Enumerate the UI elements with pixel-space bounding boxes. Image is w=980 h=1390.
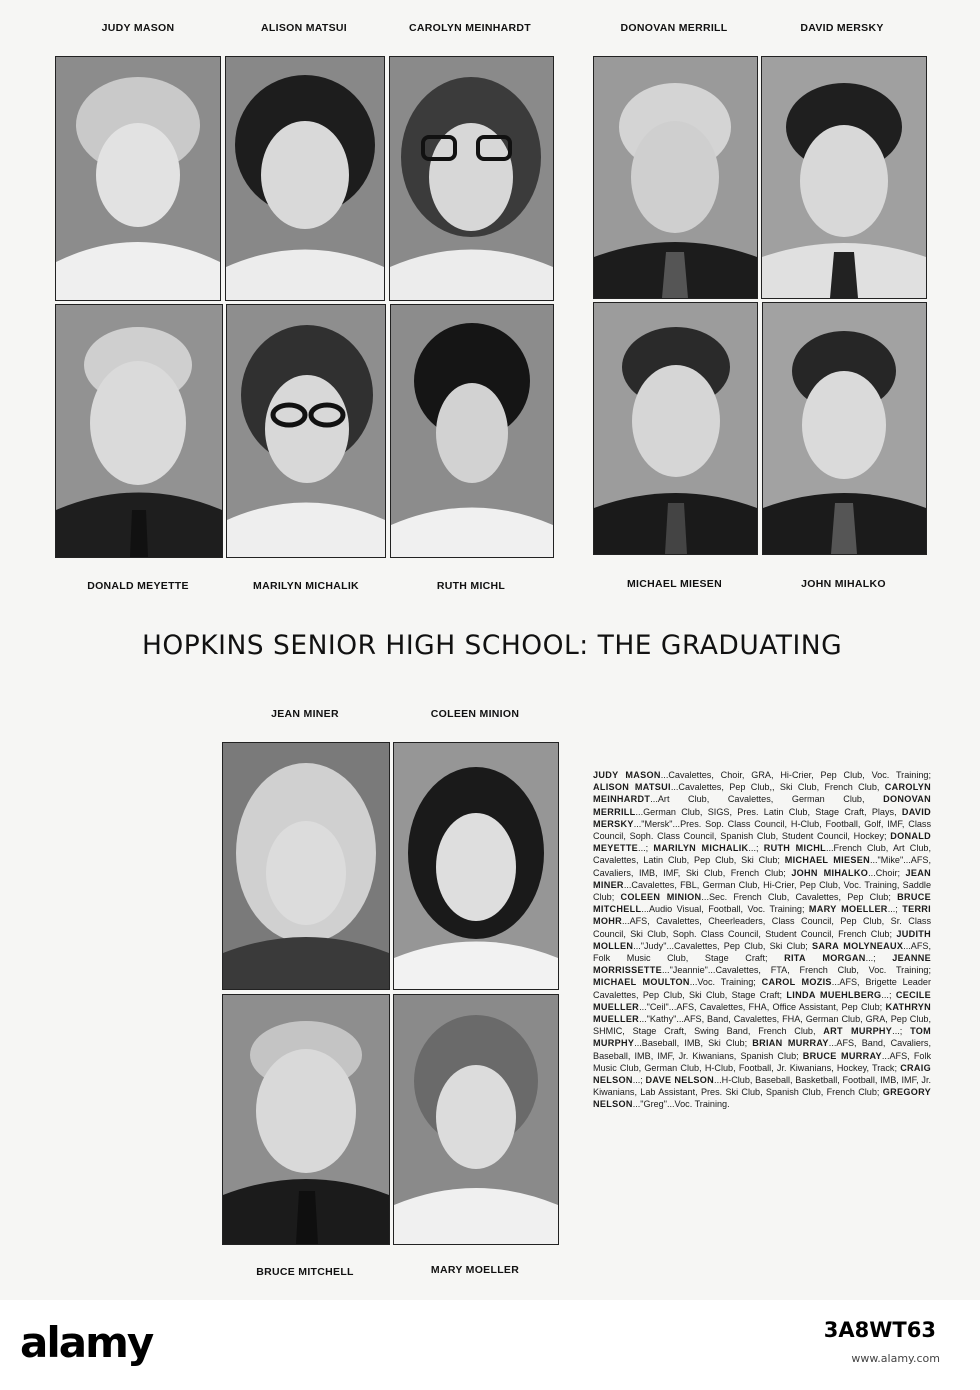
bio-name: SARA MOLYNEAUX [812, 940, 904, 951]
portrait-photo-donovan-merrill [593, 56, 758, 299]
name-label-jean-miner: JEAN MINER [271, 708, 339, 720]
portrait-photo-alison-matsui [225, 56, 385, 301]
bio-name: RITA MORGAN [784, 953, 866, 964]
bio-activities: ..."Ceil"...AFS, Cavalettes, FHA, Office Assistant, Pep Club; [639, 1001, 886, 1012]
portrait-photo-mary-moeller [393, 994, 559, 1245]
bio-activities: ...; [748, 843, 764, 854]
name-label-carolyn-meinhardt: CAROLYN MEINHARDT [409, 22, 531, 34]
bio-name: RUTH MICHL [763, 843, 826, 854]
name-label-john-mihalko: JOHN MIHALKO [801, 578, 886, 590]
bio-name: KATHRYN MUELLER [593, 1001, 931, 1025]
stock-image-id: 3A8WT63 [823, 1318, 936, 1342]
bio-name: CAROLYN MEINHARDT [593, 782, 931, 805]
portrait-photo-john-mihalko [762, 302, 927, 555]
portrait-photo-donald-meyette [55, 304, 223, 558]
name-label-judy-mason: JUDY MASON [101, 22, 175, 34]
bio-activities: ...Choir; [868, 867, 906, 878]
bio-name: JUDITH MOLLEN [593, 928, 931, 951]
bio-name: ALISON MATSUI [593, 782, 671, 793]
bio-name: COLEEN MINION [620, 892, 702, 903]
bio-activities: ...Art Club, Cavalettes, German Club, [650, 794, 884, 805]
bio-activities: ...Cavalettes, Choir, GRA, Hi-Crier, Pep Club, Voc. Training; [660, 770, 931, 780]
bio-name: JEAN MINER [593, 867, 931, 890]
stock-site-url: www.alamy.com [851, 1352, 940, 1365]
bio-activities: ...; [881, 989, 896, 1000]
portrait-photo-david-mersky [761, 56, 927, 299]
bio-name: JOHN MIHALKO [791, 867, 869, 878]
name-label-donald-meyette: DONALD MEYETTE [87, 580, 189, 592]
bio-name: MICHAEL MOULTON [593, 977, 690, 988]
bio-activities: ...Baseball, IMB, Ski Club; [634, 1038, 753, 1049]
bio-name: JEANNE MORRISSETTE [593, 953, 931, 976]
bio-activities: ...German Club, SIGS, Pres. Latin Club, Stage Craft, Plays, [635, 806, 902, 817]
bio-activities: ..."Jeannie"...Cavalettes, FTA, French Club, Voc. Training; [661, 965, 931, 976]
bio-activities: ...AFS, Band, Cavaliers, Baseball, IMB, IMF, Jr. Kiwanians, Spanish Club; [593, 1038, 931, 1061]
bio-name: BRIAN MURRAY [752, 1038, 829, 1049]
name-label-coleen-minion: COLEEN MINION [430, 708, 520, 720]
bio-activities: ...; [632, 1075, 646, 1086]
bio-name: ART MURPHY [823, 1026, 893, 1037]
portrait-photo-bruce-mitchell [222, 994, 390, 1245]
portrait-photo-marilyn-michalik [226, 304, 386, 558]
alamy-logo: alamy [20, 1318, 153, 1367]
portrait-photo-michael-miesen [593, 302, 758, 555]
name-label-alison-matsui: ALISON MATSUI [261, 22, 347, 34]
portrait-photo-judy-mason [55, 56, 221, 301]
bio-name: MARILYN MICHALIK [653, 843, 749, 854]
name-label-donovan-merrill: DONOVAN MERRILL [620, 22, 728, 34]
bio-activities: ..."Mike"...AFS, Cavaliers, IMB, IMF, Ski Club, French Club; [593, 855, 931, 878]
bio-name: CECILE MUELLER [593, 989, 931, 1012]
bio-name: DONOVAN MERRILL [593, 794, 931, 817]
portrait-photo-coleen-minion [393, 742, 559, 990]
bio-activities: ...; [638, 843, 654, 854]
bio-activities: ...AFS, Folk Music Club, German Club, H-Club, Football, Jr. Kiwanians, Hockey, Track; [593, 1050, 931, 1073]
bio-activities: ...; [892, 1026, 911, 1037]
name-label-ruth-michl: RUTH MICHL [436, 580, 506, 592]
bio-activities: ..."Kathy"...AFS, Band, Cavalettes, FHA, German Club, GRA, Pep Club, SHMIC, Stage Craft, Swing Band, French Club, [593, 1014, 931, 1037]
bio-activities: ...Cavalettes, Pep Club,, Ski Club, French Club, [670, 782, 885, 793]
bio-activities: ...Audio Visual, Football, Voc. Training; [641, 904, 809, 915]
senior-activities-text [593, 769, 931, 1214]
bio-activities: ...Cavalettes, FBL, German Club, Hi-Crier, Pep Club, Voc. Training, Saddle Club; [593, 879, 931, 903]
bio-name: GREGORY NELSON [593, 1087, 931, 1110]
bio-activities: ...H-Club, Baseball, Basketball, Football, IMB, IMF, Jr. Kiwanians, Lab Assistant, Pres. Ski Club, Spanish Club, French Club; [593, 1075, 931, 1098]
bio-activities: ...; [887, 904, 903, 915]
name-label-michael-miesen: MICHAEL MIESEN [626, 578, 722, 590]
name-label-mary-moeller: MARY MOELLER [430, 1264, 520, 1276]
bio-name: DAVE NELSON [645, 1075, 715, 1086]
bio-activities: ...AFS, Cavalettes, Cheerleaders, Class Council, Pep Club, Sr. Class Council, Ski Club, Soph. Class Council, Student Council, French Club; [593, 916, 931, 939]
bio-name: MARY MOELLER [808, 904, 888, 915]
bio-name: BRUCE MURRAY [802, 1050, 882, 1061]
bio-name: CAROL MOZIS [761, 977, 832, 988]
name-label-david-mersky: DAVID MERSKY [800, 22, 884, 34]
bio-name: LINDA MUEHLBERG [786, 989, 882, 1000]
bio-name: TERRI MOHR [593, 904, 931, 927]
bio-activities: ...Sec. French Club, Cavalettes, Pep Club; [701, 892, 898, 903]
bio-name: BRUCE MITCHELL [593, 892, 931, 915]
bio-activities: ...AFS, Brigette Leader Cavalettes, Pep Club, Ski Club, Stage Craft; [593, 977, 931, 1000]
bio-name: MICHAEL MIESEN [784, 855, 870, 866]
bio-activities: ...AFS, Folk Music Club, Stage Craft; [593, 940, 931, 964]
name-label-marilyn-michalik: MARILYN MICHALIK [253, 580, 359, 592]
bio-activities: ..."Greg"...Voc. Training. [632, 1099, 730, 1110]
name-label-bruce-mitchell: BRUCE MITCHELL [256, 1266, 354, 1278]
bio-name: JUDY MASON [593, 770, 661, 780]
bio-activities: ...; [865, 953, 893, 964]
bio-name: CRAIG NELSON [593, 1062, 931, 1086]
page-title: HOPKINS SENIOR HIGH SCHOOL: THE GRADUATING [142, 630, 843, 661]
portrait-photo-ruth-michl [390, 304, 554, 558]
portrait-photo-carolyn-meinhardt [389, 56, 554, 301]
bio-activities: ...French Club, Art Club, Cavalettes, Latin Club, Pep Club, Ski Club; [593, 843, 931, 866]
bio-activities: ...Voc. Training; [689, 977, 762, 988]
bio-name: TOM MURPHY [593, 1026, 931, 1049]
bio-activities: ..."Judy"...Cavalettes, Pep Club, Ski Club; [633, 940, 813, 951]
portrait-photo-jean-miner [222, 742, 390, 990]
bio-name: DAVID MERSKY [593, 806, 931, 829]
bio-activities: ..."Mersk"...Pres. Sop. Class Council, H-Club, Football, Golf, IMF, Class Council, Soph. Class Council, Spanish Club, Student Council, Hockey; [593, 818, 931, 842]
bio-name: DONALD MEYETTE [593, 831, 931, 854]
